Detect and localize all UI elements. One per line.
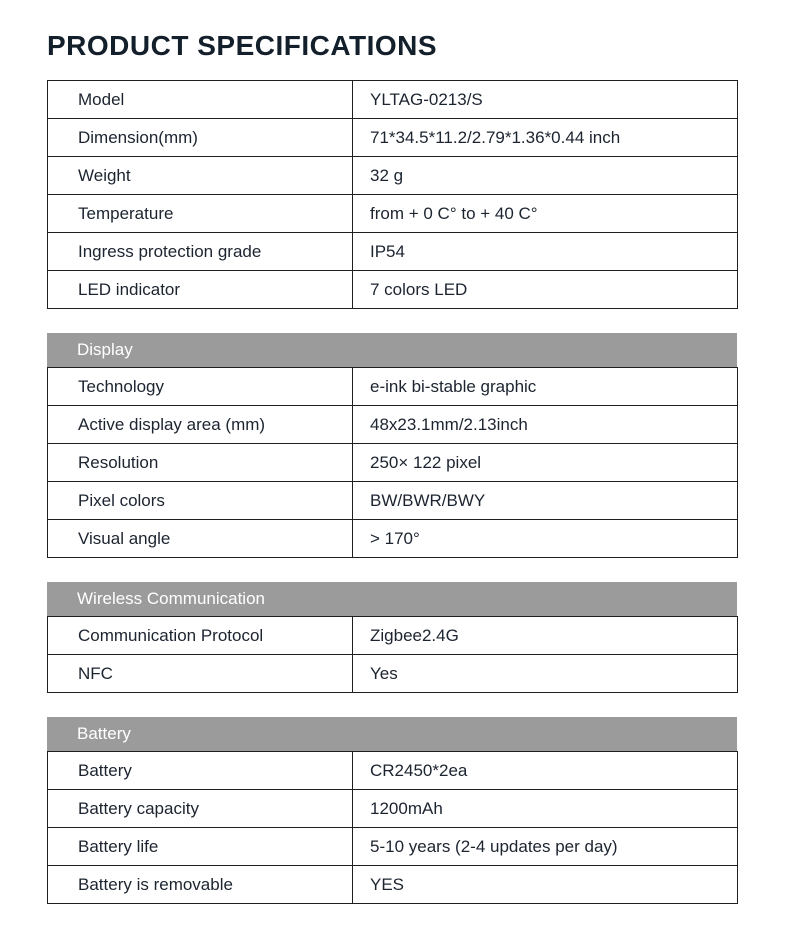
table-row	[48, 195, 738, 233]
spec-value: Zigbee2.4G	[353, 617, 738, 655]
table-row	[48, 81, 738, 119]
spec-table-display	[47, 367, 738, 558]
spec-value: YES	[353, 866, 738, 904]
spec-label: NFC	[48, 655, 353, 693]
table-row	[48, 119, 738, 157]
spec-label: Resolution	[48, 444, 353, 482]
spec-label: Communication Protocol	[48, 617, 353, 655]
spec-value: 32 g	[353, 157, 738, 195]
spec-table-general	[47, 80, 738, 309]
spec-label: Temperature	[48, 195, 353, 233]
spec-label: Battery capacity	[48, 790, 353, 828]
table-row	[48, 482, 738, 520]
spec-label: Battery is removable	[48, 866, 353, 904]
spec-value: CR2450*2ea	[353, 752, 738, 790]
spec-value: Yes	[353, 655, 738, 693]
table-row	[48, 866, 738, 904]
spec-table-wireless	[47, 616, 738, 693]
section-general	[47, 80, 737, 309]
spec-label: Weight	[48, 157, 353, 195]
table-row	[48, 617, 738, 655]
spec-label: Model	[48, 81, 353, 119]
spec-value: 48x23.1mm/2.13inch	[353, 406, 738, 444]
table-row	[48, 368, 738, 406]
spec-label: Active display area (mm)	[48, 406, 353, 444]
spec-label: Dimension(mm)	[48, 119, 353, 157]
table-row	[48, 790, 738, 828]
table-row	[48, 520, 738, 558]
spec-value: 7 colors LED	[353, 271, 738, 309]
table-row	[48, 406, 738, 444]
spec-value: 1200mAh	[353, 790, 738, 828]
spec-label: Battery life	[48, 828, 353, 866]
section-battery	[47, 717, 737, 904]
spec-label: Technology	[48, 368, 353, 406]
spec-value: 5-10 years (2-4 updates per day)	[353, 828, 738, 866]
spec-label: Pixel colors	[48, 482, 353, 520]
table-row	[48, 271, 738, 309]
spec-value: IP54	[353, 233, 738, 271]
spec-value: e-ink bi-stable graphic	[353, 368, 738, 406]
page-title: PRODUCT SPECIFICATIONS	[47, 30, 438, 61]
table-row	[48, 157, 738, 195]
spec-table-battery	[47, 751, 738, 904]
table-row	[48, 655, 738, 693]
section-header-battery: Battery	[47, 717, 737, 751]
section-header-display: Display	[47, 333, 737, 367]
table-row	[48, 752, 738, 790]
table-row	[48, 444, 738, 482]
spec-label: LED indicator	[48, 271, 353, 309]
spec-value: 71*34.5*11.2/2.79*1.36*0.44 inch	[353, 119, 738, 157]
spec-value: from + 0 C° to + 40 C°	[353, 195, 738, 233]
spec-label: Battery	[48, 752, 353, 790]
section-header-wireless-communication: Wireless Communication	[47, 582, 737, 616]
spec-label: Ingress protection grade	[48, 233, 353, 271]
section-display	[47, 333, 737, 558]
spec-value: YLTAG-0213/S	[353, 81, 738, 119]
spec-value: BW/BWR/BWY	[353, 482, 738, 520]
table-row	[48, 828, 738, 866]
table-row	[48, 233, 738, 271]
section-wireless-communication	[47, 582, 737, 693]
spec-value: 250× 122 pixel	[353, 444, 738, 482]
spec-label: Visual angle	[48, 520, 353, 558]
spec-value: > 170°	[353, 520, 738, 558]
